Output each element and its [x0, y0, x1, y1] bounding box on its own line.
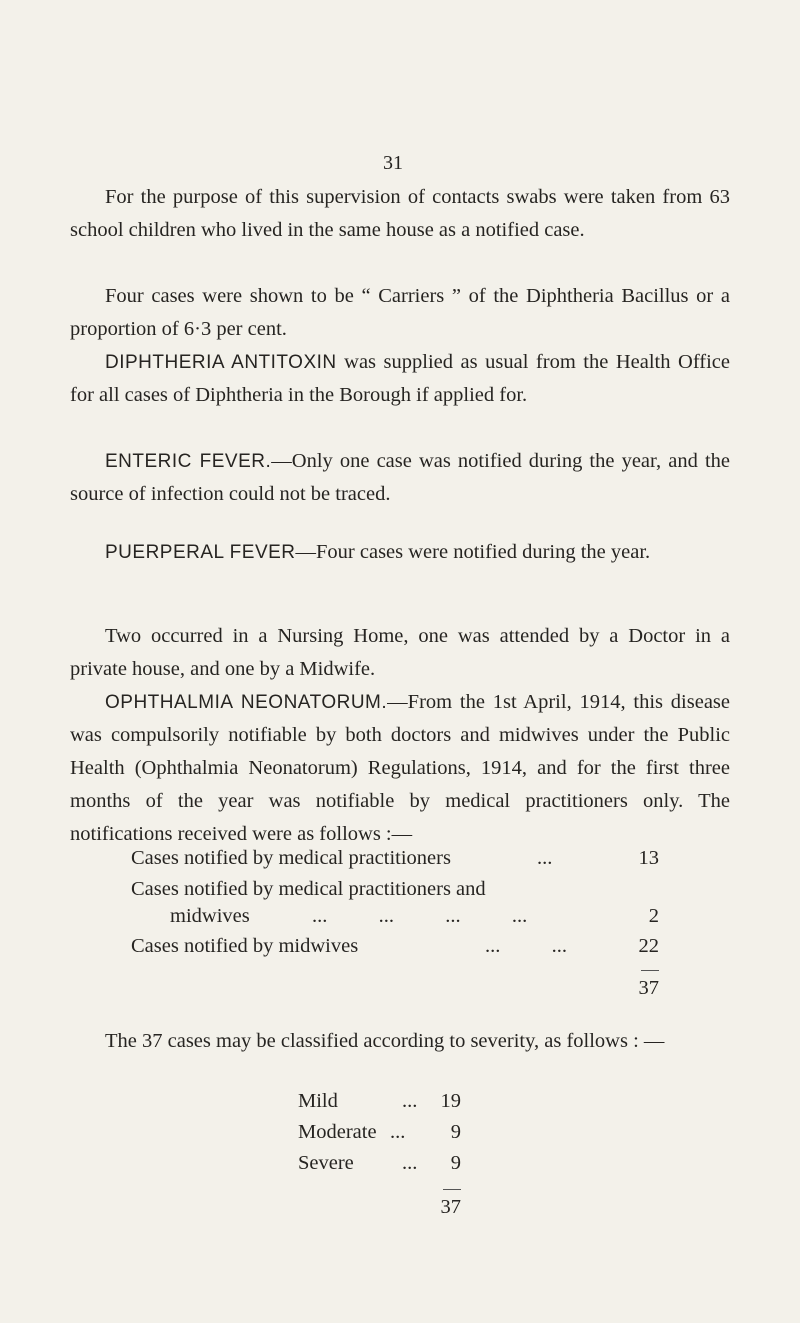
notif-total: 37 — [638, 977, 659, 999]
severity-row-severe-dots: ... — [402, 1152, 418, 1174]
severity-row-mild-value: 19 — [440, 1090, 461, 1112]
paragraph-enteric — [70, 445, 730, 511]
severity-row-moderate-label: Moderate — [298, 1121, 377, 1143]
severity-row-severe-value: 9 — [450, 1152, 461, 1174]
notif-row1-dots: ... — [537, 847, 553, 869]
notif-row2-label-a: Cases notified by medical practitioners and — [131, 878, 486, 900]
heading-antitoxin: DIPHTHERIA ANTITOXIN — [105, 352, 337, 373]
heading-ophthalmia: OPHTHALMIA NEONATORUM. — [105, 692, 388, 713]
paragraph-nursing-home: Two occurred in a Nursing Home, one was attended by a Doctor in a private house, and one by a Midwife. — [70, 625, 730, 680]
paragraph-severity: The 37 cases may be classified according to severity, as follows : — — [105, 1030, 665, 1052]
notif-row3-value: 22 — [638, 935, 659, 957]
notif-row2-dots: ... ... ... ... — [312, 905, 528, 927]
heading-puerperal: PUERPERAL FEVER — [105, 542, 296, 563]
severity-row-mild-dots: ... — [402, 1090, 418, 1112]
severity-total-rule — [443, 1189, 461, 1190]
page-number: 31 — [383, 152, 403, 174]
severity-row-severe-label: Severe — [298, 1152, 354, 1174]
text-enteric: —Only one case was notified during the year, and the source of infection could not be traced. — [70, 450, 730, 505]
paragraph-carriers: Four cases were shown to be “ Carriers ” of the Diphtheria Bacillus or a proportion of 6·3 per cent. — [70, 285, 730, 340]
paragraph-swabs: For the purpose of this supervision of contacts swabs were taken from 63 school children who lived in the same house as a notified case. — [70, 186, 730, 241]
text-ophthalmia: —From the 1st April, 1914, this disease was compulsorily notifiable by both doctors and midwives under the Public Health (Ophthalmia Neonatorum) Regulations, 1914, and for the first three months of the year was notifiable by medical practitioners only. The notifications received were as follows :— — [70, 691, 730, 845]
severity-row-mild-label: Mild — [298, 1090, 338, 1112]
notif-row1-value: 13 — [638, 847, 659, 869]
severity-row-moderate-dots: ... — [390, 1121, 406, 1143]
notif-total-rule — [641, 970, 659, 971]
paragraph-antitoxin — [70, 346, 730, 412]
notif-row2-label-b: midwives — [170, 905, 250, 927]
heading-enteric: ENTERIC FEVER. — [105, 451, 272, 472]
severity-row-moderate-value: 9 — [450, 1121, 461, 1143]
notif-row3-dots: ... ... — [485, 935, 567, 957]
paragraph-puerperal — [70, 536, 730, 569]
severity-total: 37 — [440, 1196, 461, 1218]
paragraph-ophthalmia — [70, 686, 730, 851]
text-antitoxin: was supplied as usual from the Health Office for all cases of Diphtheria in the Borough if applied for. — [70, 351, 730, 406]
notif-row3-label: Cases notified by midwives — [131, 935, 359, 957]
notif-row1-label: Cases notified by medical practitioners — [131, 847, 451, 869]
text-puerperal: —Four cases were notified during the year. — [295, 541, 651, 563]
notif-row2-value: 2 — [648, 905, 659, 927]
